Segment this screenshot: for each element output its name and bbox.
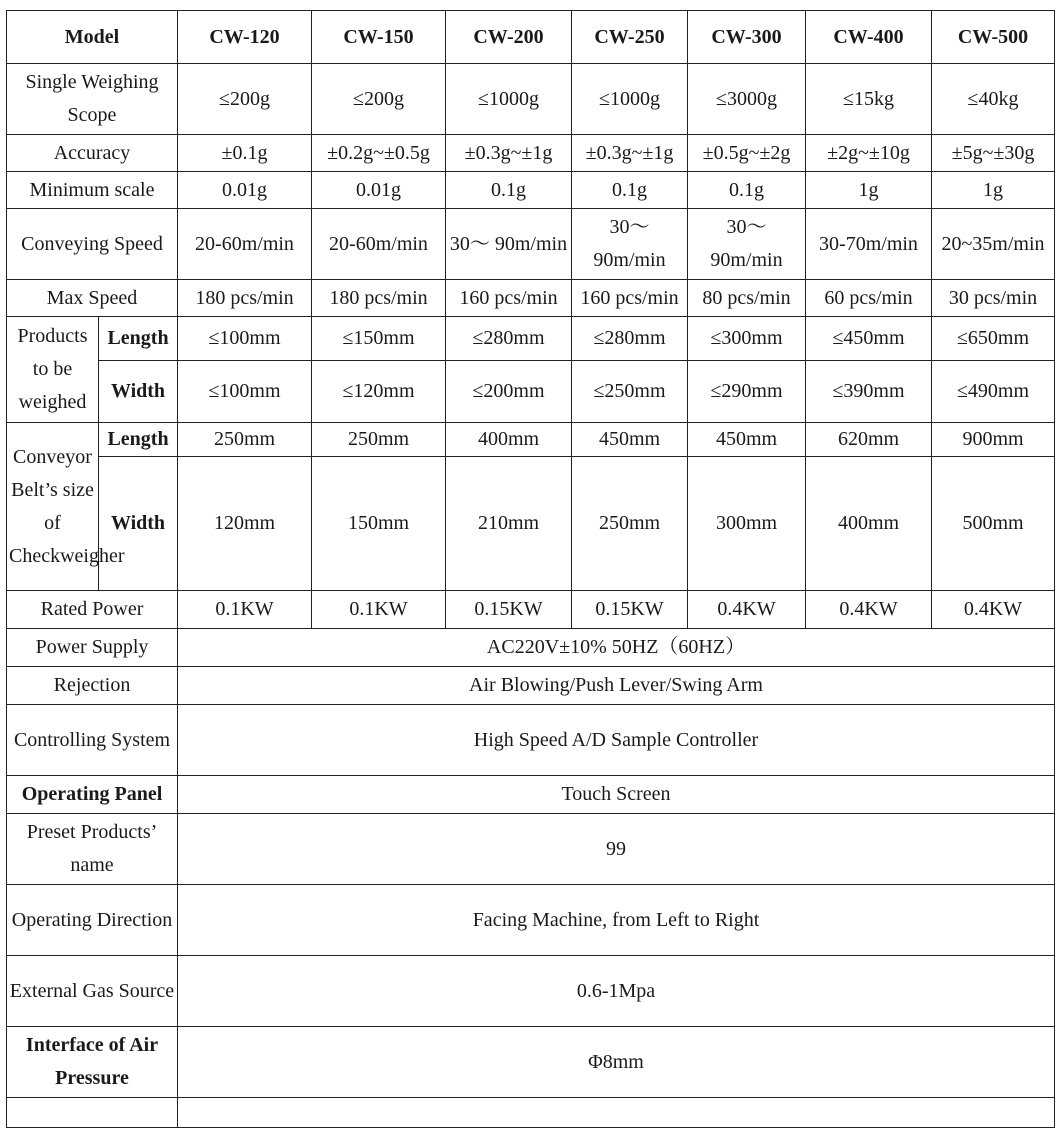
table-cell: 250mm	[572, 457, 688, 591]
table-cell: ±2g~±10g	[806, 135, 932, 172]
table-row	[7, 317, 1055, 361]
row-label-operating-direction: Operating Direction	[7, 885, 178, 956]
table-row	[7, 591, 1055, 629]
table-cell: ≤200g	[312, 64, 446, 135]
table-cell: High Speed A/D Sample Controller	[178, 705, 1055, 776]
table-cell: 250mm	[312, 423, 446, 457]
table-row	[7, 457, 1055, 591]
table-cell: ≤100mm	[178, 317, 312, 361]
row-label-minimum-scale: Minimum scale	[7, 172, 178, 209]
table-cell: 0.4KW	[806, 591, 932, 629]
row-label-power-supply: Power Supply	[7, 629, 178, 667]
row-label-interface-air-pressure: Interface of Air Pressure	[7, 1027, 178, 1098]
table-cell: 210mm	[446, 457, 572, 591]
table-cell: ≤15kg	[806, 64, 932, 135]
table-cell: ≤150mm	[312, 317, 446, 361]
table-cell: ≤100mm	[178, 361, 312, 423]
table-cell: ≤40kg	[932, 64, 1055, 135]
header-row	[7, 11, 1055, 64]
table-row	[7, 705, 1055, 776]
spec-table	[6, 10, 1055, 1128]
table-cell: 0.1g	[446, 172, 572, 209]
table-cell: ±0.3g~±1g	[572, 135, 688, 172]
table-cell: 400mm	[806, 457, 932, 591]
sub-label-width: Width	[99, 361, 178, 423]
table-cell: 500mm	[932, 457, 1055, 591]
row-label-operating-panel: Operating Panel	[7, 776, 178, 814]
row-label-single-weighing-scope: Single Weighing Scope	[7, 64, 178, 135]
sub-label-length: Length	[99, 317, 178, 361]
row-label-max-speed: Max Speed	[7, 280, 178, 317]
model-cw-250: CW-250	[572, 11, 688, 64]
table-cell: 30～ 90m/min	[446, 209, 572, 280]
table-row	[7, 885, 1055, 956]
table-cell: ≤120mm	[312, 361, 446, 423]
row-label-products: Products to be weighed	[7, 317, 99, 423]
row-label-preset-products-name: Preset Products’ name	[7, 814, 178, 885]
table-cell: 1g	[932, 172, 1055, 209]
table-cell: 1g	[806, 172, 932, 209]
table-cell: ±0.3g~±1g	[446, 135, 572, 172]
table-cell: ≤280mm	[446, 317, 572, 361]
table-cell: ≤300mm	[688, 317, 806, 361]
table-cell: ≤3000g	[688, 64, 806, 135]
table-cell: 160 pcs/min	[446, 280, 572, 317]
table-cell: 30～ 90m/min	[688, 209, 806, 280]
table-row	[7, 956, 1055, 1027]
table-cell: ≤450mm	[806, 317, 932, 361]
table-cell: ≤290mm	[688, 361, 806, 423]
table-cell: AC220V±10% 50HZ（60HZ）	[178, 629, 1055, 667]
table-row	[7, 361, 1055, 423]
table-cell: 250mm	[178, 423, 312, 457]
row-label-external-gas-source: External Gas Source	[7, 956, 178, 1027]
model-cw-120: CW-120	[178, 11, 312, 64]
table-cell: 30 pcs/min	[932, 280, 1055, 317]
table-cell: 160 pcs/min	[572, 280, 688, 317]
table-cell: 0.15KW	[446, 591, 572, 629]
model-cw-200: CW-200	[446, 11, 572, 64]
table-row	[7, 135, 1055, 172]
table-cell: 0.1g	[572, 172, 688, 209]
table-cell: 20-60m/min	[178, 209, 312, 280]
table-cell: 0.1g	[688, 172, 806, 209]
table-cell: 30～ 90m/min	[572, 209, 688, 280]
table-cell: ≤200g	[178, 64, 312, 135]
row-label-conveying-speed: Conveying Speed	[7, 209, 178, 280]
table-cell: ≤650mm	[932, 317, 1055, 361]
table-cell-empty	[178, 1098, 1055, 1128]
model-cw-150: CW-150	[312, 11, 446, 64]
table-row-partial	[7, 1098, 1055, 1128]
table-cell: 180 pcs/min	[312, 280, 446, 317]
table-cell: ≤1000g	[446, 64, 572, 135]
table-cell: 180 pcs/min	[178, 280, 312, 317]
table-row	[7, 1027, 1055, 1098]
table-cell-empty	[7, 1098, 178, 1128]
table-cell: ±0.1g	[178, 135, 312, 172]
table-cell: ≤200mm	[446, 361, 572, 423]
table-row	[7, 776, 1055, 814]
table-row	[7, 64, 1055, 135]
model-cw-500: CW-500	[932, 11, 1055, 64]
row-label-rejection: Rejection	[7, 667, 178, 705]
row-label-accuracy: Accuracy	[7, 135, 178, 172]
table-cell: 0.01g	[178, 172, 312, 209]
table-cell: ≤250mm	[572, 361, 688, 423]
model-cw-400: CW-400	[806, 11, 932, 64]
table-cell: 400mm	[446, 423, 572, 457]
row-label-conveyor-belt: Conveyor Belt’s size of Checkweigher	[7, 423, 99, 591]
table-row	[7, 667, 1055, 705]
table-cell: 0.4KW	[688, 591, 806, 629]
table-cell: ≤280mm	[572, 317, 688, 361]
table-row	[7, 280, 1055, 317]
table-cell: ≤1000g	[572, 64, 688, 135]
table-cell: 900mm	[932, 423, 1055, 457]
row-label-controlling-system: Controlling System	[7, 705, 178, 776]
table-cell: 0.6-1Mpa	[178, 956, 1055, 1027]
table-row	[7, 814, 1055, 885]
table-row	[7, 172, 1055, 209]
table-row	[7, 629, 1055, 667]
table-row	[7, 209, 1055, 280]
table-cell: 80 pcs/min	[688, 280, 806, 317]
table-cell: 0.01g	[312, 172, 446, 209]
table-cell: Air Blowing/Push Lever/Swing Arm	[178, 667, 1055, 705]
table-cell: ≤390mm	[806, 361, 932, 423]
table-cell: 0.1KW	[178, 591, 312, 629]
table-cell: 120mm	[178, 457, 312, 591]
table-cell: 99	[178, 814, 1055, 885]
table-cell: ≤490mm	[932, 361, 1055, 423]
table-cell: ±0.2g~±0.5g	[312, 135, 446, 172]
table-cell: 450mm	[572, 423, 688, 457]
table-cell: Facing Machine, from Left to Right	[178, 885, 1055, 956]
table-cell: 0.1KW	[312, 591, 446, 629]
sub-label-length: Length	[99, 423, 178, 457]
table-cell: 20-60m/min	[312, 209, 446, 280]
table-cell: Φ8mm	[178, 1027, 1055, 1098]
table-row	[7, 423, 1055, 457]
table-cell: ±0.5g~±2g	[688, 135, 806, 172]
table-cell: 300mm	[688, 457, 806, 591]
table-cell: Touch Screen	[178, 776, 1055, 814]
table-cell: 30-70m/min	[806, 209, 932, 280]
table-cell: 60 pcs/min	[806, 280, 932, 317]
table-cell: 0.15KW	[572, 591, 688, 629]
table-cell: 0.4KW	[932, 591, 1055, 629]
model-header: Model	[7, 11, 178, 64]
table-cell: ±5g~±30g	[932, 135, 1055, 172]
sub-label-width: Width	[99, 457, 178, 591]
row-label-rated-power: Rated Power	[7, 591, 178, 629]
model-cw-300: CW-300	[688, 11, 806, 64]
table-cell: 150mm	[312, 457, 446, 591]
table-cell: 450mm	[688, 423, 806, 457]
table-cell: 620mm	[806, 423, 932, 457]
table-cell: 20~35m/min	[932, 209, 1055, 280]
